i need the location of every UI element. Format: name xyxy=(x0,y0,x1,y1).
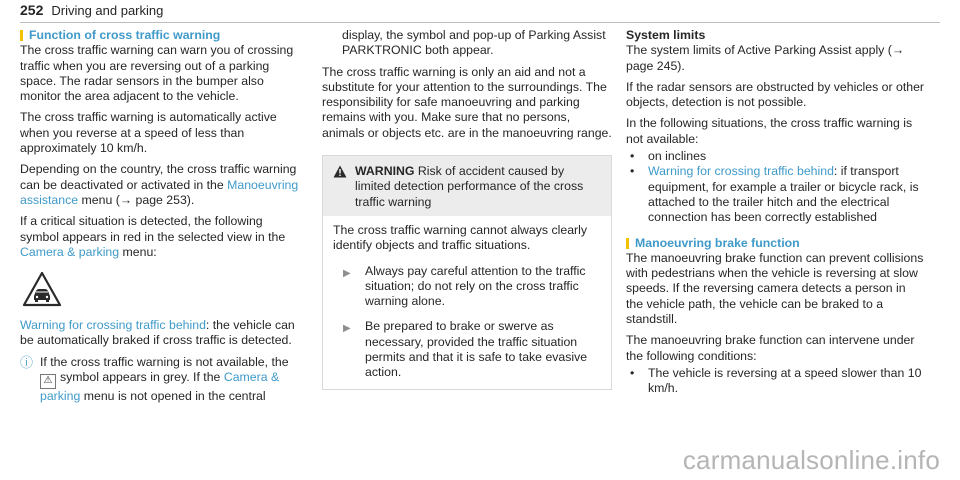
bullet-list xyxy=(626,149,926,225)
section-heading-manoeuvring-brake: Manoeuvring brake function xyxy=(626,236,926,251)
note: ⓘ If the cross traffic warning is not available, the ⚠ symbol appears in grey. If the Camera & parking menu is not opened in the central xyxy=(20,354,289,404)
bullet-list xyxy=(626,366,926,397)
paragraph: Depending on the country, the cross traffic warning can be deactivated or activated in the Manoeuvring assistance menu (→ page 253). xyxy=(20,162,299,207)
camera-parking-link[interactable]: Camera & parking xyxy=(20,244,120,259)
warning-header xyxy=(323,156,611,216)
bullet-icon: • xyxy=(630,149,635,164)
bullet-icon: • xyxy=(630,164,635,179)
column-3 xyxy=(626,28,926,403)
running-head: Driving and parking xyxy=(51,3,164,18)
crossing-traffic-link[interactable]: Warning for crossing traffic behind xyxy=(20,318,206,333)
section-heading-cross-traffic: Function of cross traffic warning xyxy=(20,28,302,43)
list-item: • The vehicle is reversing at a speed slower than 10 km/h. xyxy=(626,366,926,397)
camera-parking-link-2[interactable]: Camera & parking xyxy=(40,370,280,404)
warning-box xyxy=(322,155,612,390)
page-number: 252 xyxy=(20,2,44,18)
manoeuvring-assistance-link[interactable]: Manoeuvring assistance xyxy=(20,177,299,207)
paragraph: If the radar sensors are obstructed by vehicles or other objects, detection is not possible. xyxy=(626,79,925,110)
paragraph: The manoeuvring brake function can intervene under the following conditions: xyxy=(626,333,915,363)
warning-title: Risk of accident caused by limited detection performance of the cross traffic warning xyxy=(355,164,584,209)
crossing-traffic-link-2[interactable]: Warning for crossing traffic behind xyxy=(648,164,834,179)
list-item: • on inclines xyxy=(626,149,926,164)
cross-traffic-warning-icon xyxy=(22,271,62,307)
paragraph: The system limits of Active Parking Assist apply (→ page 245). xyxy=(626,43,905,73)
info-icon: ⓘ xyxy=(20,354,34,370)
paragraph: The cross traffic warning can warn you of crossing traffic when you are reversing out of a parking space. The radar sensors in the bumper also monitor the area adjacent to the vehicle. xyxy=(20,43,294,104)
section-marker-icon xyxy=(626,238,629,249)
header-divider xyxy=(20,22,940,23)
warning-triangle-icon xyxy=(333,165,347,178)
column-1 xyxy=(20,28,302,404)
step-arrow-icon: ▶ xyxy=(343,267,351,279)
paragraph: Warning for crossing traffic behind: the vehicle can be automatically braked if cross traffic is detected. xyxy=(20,318,295,348)
section-marker-icon xyxy=(20,30,23,41)
step-arrow-icon: ▶ xyxy=(343,323,351,335)
list-item: • Warning for crossing traffic behind: if transport equipment, for example a trailer or bicycle rack, is attached to the trailer hitch and the electrical connection has been correctly established xyxy=(626,164,926,225)
paragraph: The manoeuvring brake function can prevent collisions with pedestrians when the vehicle is reversing at slow speeds. If the reversing camera detects a person in the vehicle path, the vehicle can be braked to a standstill. xyxy=(626,250,924,327)
paragraph: If a critical situation is detected, the following symbol appears in red in the selected view in the Camera & parking menu: xyxy=(20,214,286,259)
car-warning-icon: ⚠ xyxy=(40,374,56,389)
warning-label: WARNING xyxy=(355,164,415,179)
bullet-icon: • xyxy=(630,365,635,380)
paragraph: The cross traffic warning is only an aid and not a substitute for your attention to the surroundings. The responsibility for safe manoeuvring and parking remains with you. Make sure that no persons, animals or objects etc. are in the manoeuvring range. xyxy=(322,64,612,140)
warning-step: ▶ Be prepared to brake or swerve as necessary, provided the traffic situation permits and that it is safe to take evasive action. xyxy=(343,319,588,380)
paragraph: display, the symbol and pop-up of Parking Assist PARKTRONIC both appear. xyxy=(342,28,606,58)
page-header xyxy=(20,2,163,22)
cross-traffic-warning-symbol xyxy=(20,260,302,318)
warning-body: The cross traffic warning cannot always clearly identify objects and traffic situations. ▶ Always pay careful attention to the traffic situation; do not rely on the cross traffic warning alone. ▶ Be prepared to brake or swerve as necessary, provided the traffic situation permits and that it is safe to take evasive action. xyxy=(323,216,611,389)
paragraph: The cross traffic warning is automatically active when you reverse at a speed of less than approximately 10 km/h. xyxy=(20,110,277,156)
paragraph: In the following situations, the cross traffic warning is not available: xyxy=(626,116,913,146)
section-heading-system-limits: System limits xyxy=(626,28,706,42)
warning-step: ▶ Always pay careful attention to the traffic situation; do not rely on the cross traffic warning alone. xyxy=(343,263,586,309)
watermark: carmanualsonline.info xyxy=(682,445,940,475)
column-2 xyxy=(322,28,612,390)
